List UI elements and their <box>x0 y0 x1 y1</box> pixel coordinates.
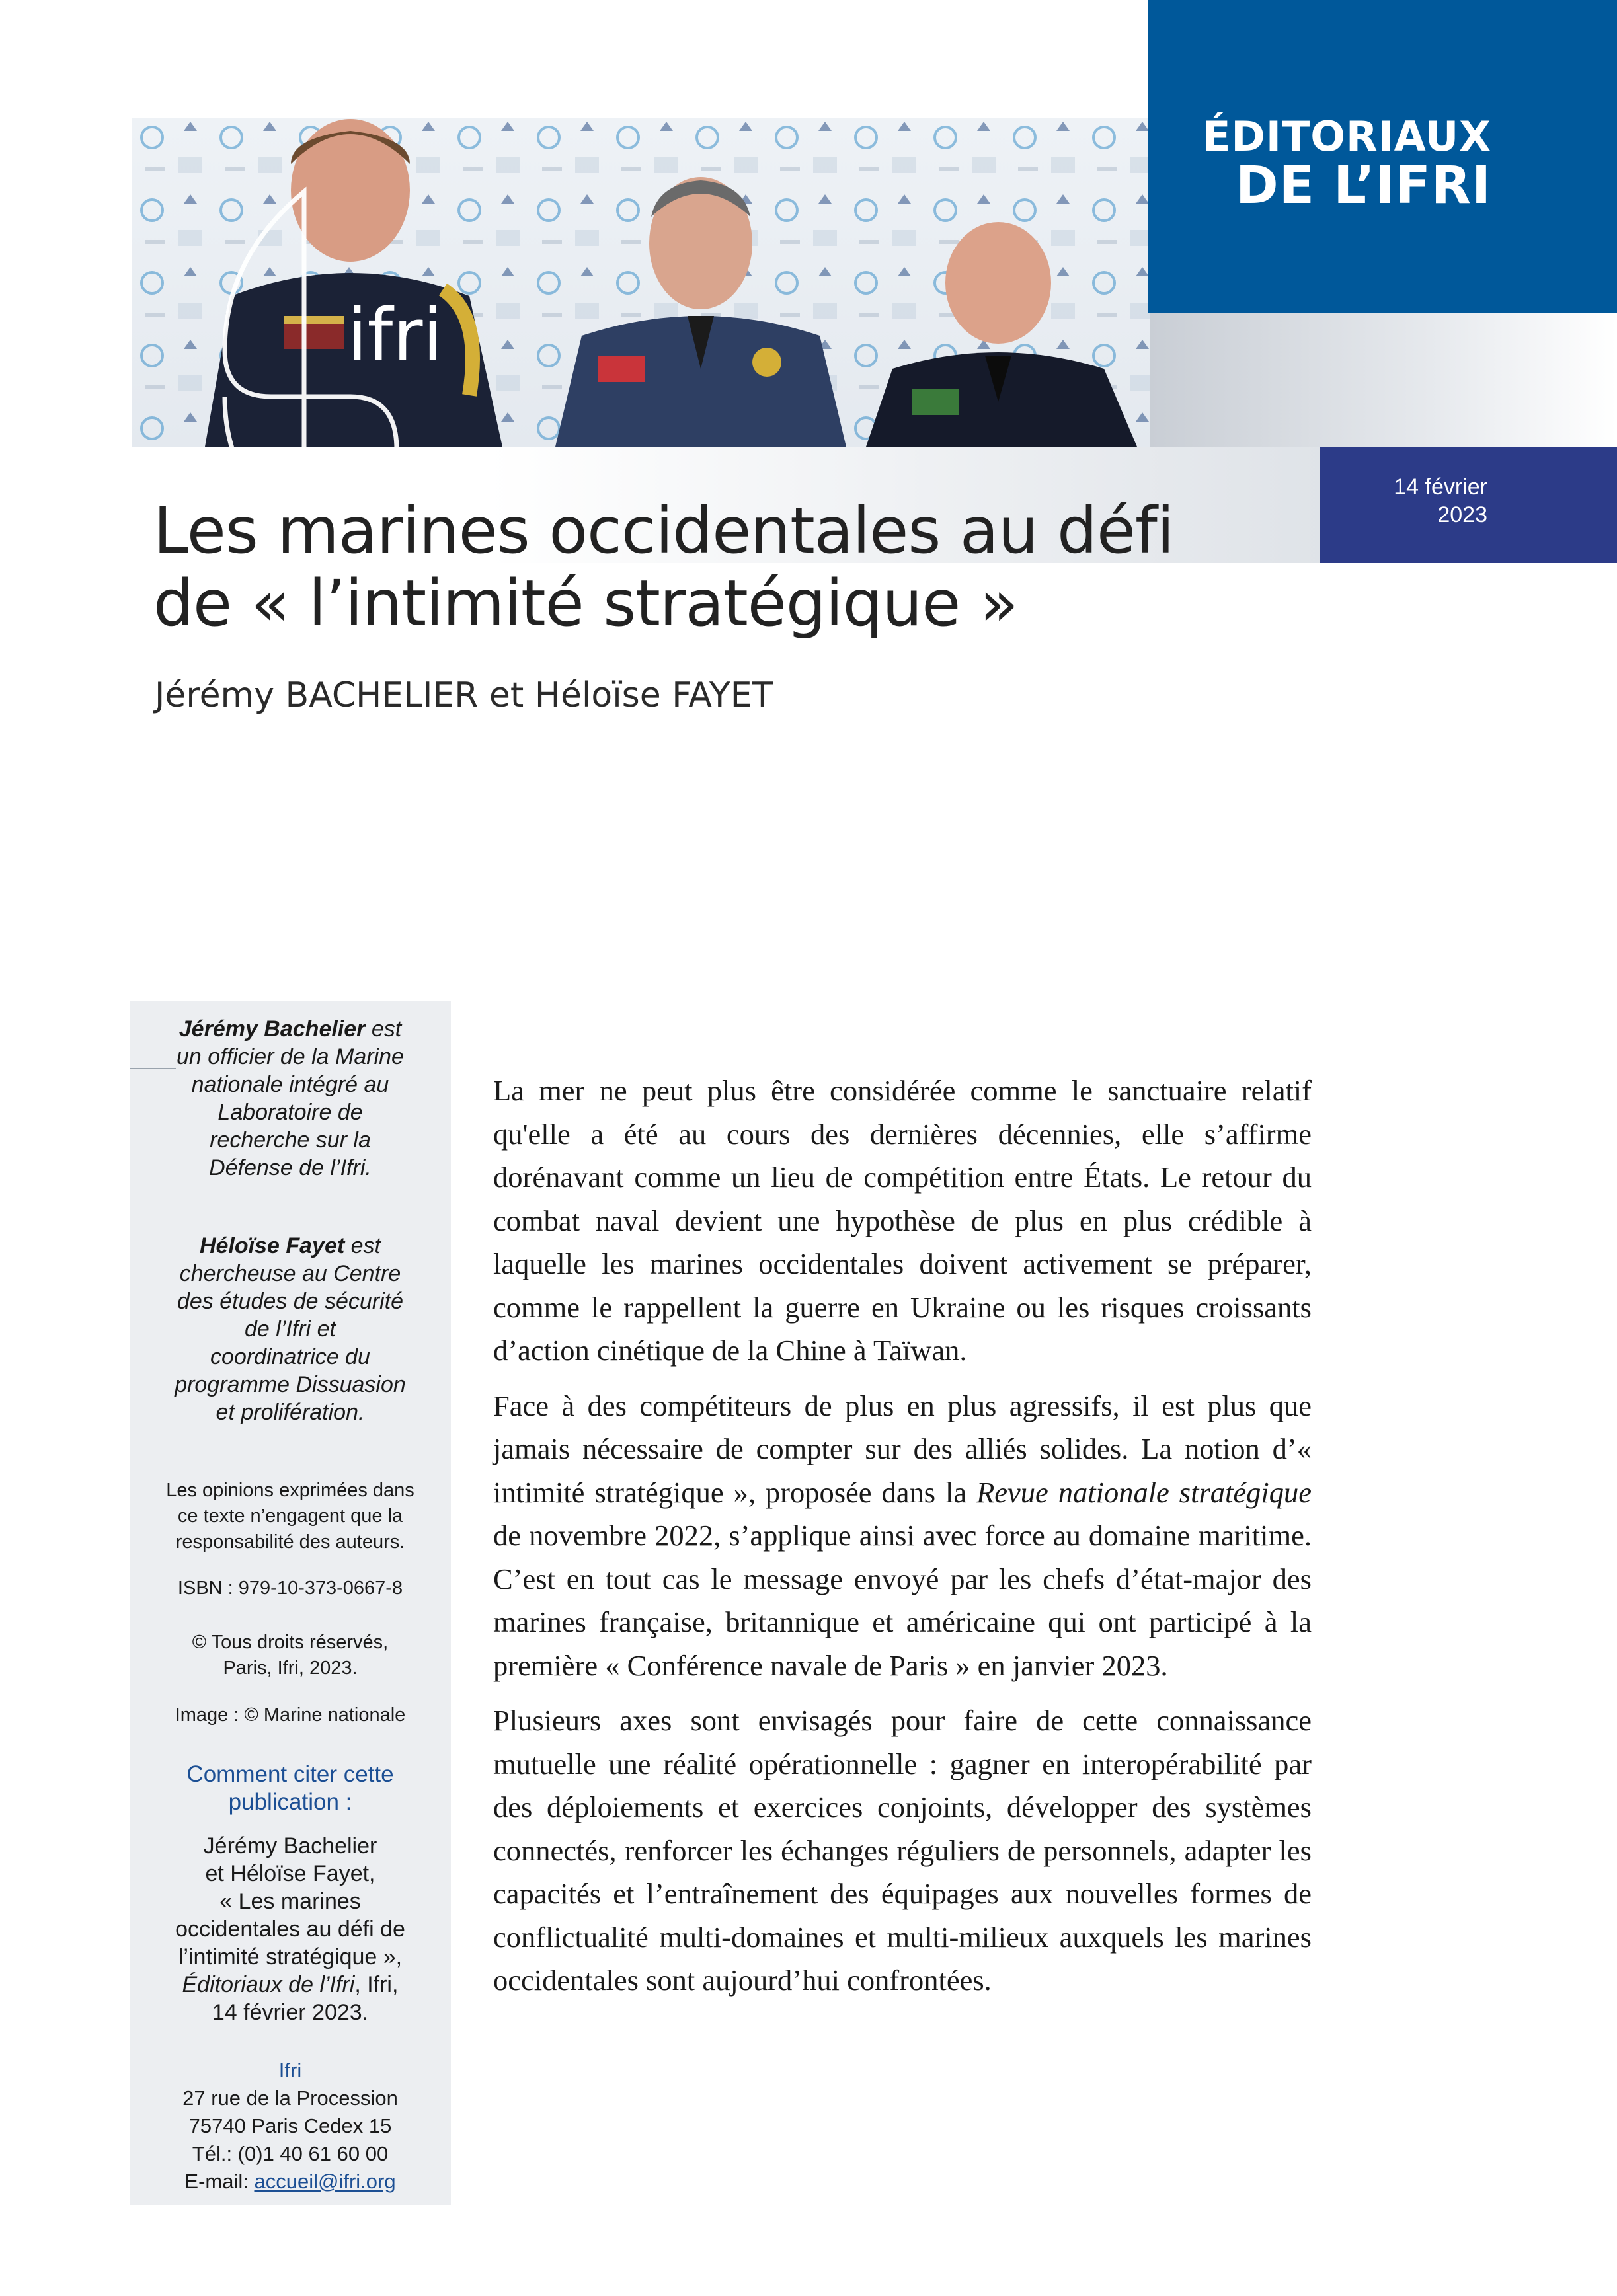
bio-line: des études de sécurité <box>177 1289 404 1314</box>
cite-heading-line: Comment citer cette <box>186 1761 394 1787</box>
bio-line: Défense de l’Ifri. <box>209 1155 372 1180</box>
article-body <box>493 1069 1312 2014</box>
bio-bachelier-name: Jérémy Bachelier <box>178 1016 366 1042</box>
bio-line: de l’Ifri et <box>245 1317 336 1342</box>
address-org: Ifri <box>278 2059 302 2082</box>
citation <box>130 1832 451 2026</box>
citation-line: et Héloïse Fayet, <box>205 1861 375 1886</box>
brand-title-line2: DE L’IFRI <box>1236 156 1491 215</box>
bio-bachelier <box>130 1015 451 1182</box>
cite-heading-line: publication : <box>228 1789 352 1815</box>
bio-line: nationale intégré au <box>191 1072 389 1097</box>
bio-line: programme Dissuasion <box>175 1372 406 1397</box>
ifri-logo-icon <box>198 178 489 549</box>
bio-fayet-name: Héloïse Fayet <box>199 1233 345 1258</box>
brand-title-line1: ÉDITORIAUX <box>1203 112 1491 161</box>
bio-line: coordinatrice du <box>210 1344 370 1369</box>
copyright-line: Paris, Ifri, 2023. <box>223 1658 358 1679</box>
page-title <box>153 494 1277 640</box>
copyright <box>130 1630 451 1681</box>
publication-date-year: 2023 <box>1437 502 1487 527</box>
paragraph-2-part-a: Face à des compétiteurs de plus en plus agressifs, il est plus que jamais nécessaire de compter sur des alliés solides. La notion d’« intimité stratégique », proposée dans la <box>493 1389 1312 1509</box>
bio-bachelier-intro: est <box>365 1016 402 1042</box>
citation-line: Jérémy Bachelier <box>203 1833 377 1858</box>
isbn: ISBN : 979-10-373-0667-8 <box>177 1578 403 1599</box>
citation-publisher: , Ifri, <box>354 1972 399 1997</box>
disclaimer-line: ce texte n’engagent que la <box>177 1506 403 1527</box>
citation-line: « Les marines <box>219 1889 361 1914</box>
header-gray-fade <box>1150 311 1617 449</box>
copyright-line: © Tous droits réservés, <box>192 1632 389 1653</box>
authors: Jérémy BACHELIER et Héloïse FAYET <box>155 675 773 715</box>
paragraph-2 <box>493 1385 1312 1688</box>
address-street: 27 rue de la Procession <box>182 2086 398 2110</box>
email-label: E-mail: <box>184 2170 255 2193</box>
bio-fayet <box>130 1232 451 1426</box>
bio-line: recherche sur la <box>210 1128 371 1153</box>
bio-line: et prolifération. <box>216 1400 365 1425</box>
address-city: 75740 Paris Cedex 15 <box>188 2114 392 2137</box>
paragraph-2-italic: Revue nationale stratégique <box>976 1475 1312 1509</box>
disclaimer-line: Les opinions exprimées dans <box>166 1480 414 1501</box>
citation-line: occidentales au défi de <box>175 1917 405 1942</box>
bio-fayet-intro: est <box>344 1233 381 1258</box>
disclaimer-line: responsabilité des auteurs. <box>175 1531 405 1552</box>
title-line2: de « l’intimité stratégique » <box>153 566 1018 640</box>
bio-line: un officier de la Marine <box>177 1044 404 1069</box>
disclaimer <box>130 1478 451 1555</box>
publication-date-day: 14 février <box>1394 475 1487 500</box>
citation-series: Éditoriaux de l’Ifri <box>182 1972 355 1997</box>
citation-line: 14 février 2023. <box>212 2000 369 2025</box>
cite-heading <box>130 1761 451 1816</box>
bio-line: chercheuse au Centre <box>179 1261 401 1286</box>
address <box>130 2057 451 2196</box>
title-line1: Les marines occidentales au défi <box>153 494 1174 568</box>
paragraph-1: La mer ne peut plus être considérée comme le sanctuaire relatif qu'elle a été au cours des dernières décennies, elle s’affirme dorénavant comme un lieu de compétition entre États. Le retour du combat naval devient une hypothèse de plus en plus crédible à laquelle les marines occidentales doivent activement se préparer, comme le rappellent la guerre en Ukraine ou les risques croissants d’action cinétique de la Chine à Taïwan. <box>493 1074 1312 1367</box>
paragraph-2-part-b: de novembre 2022, s’applique ainsi avec force au domaine maritime. C’est en tout cas le message envoyé par les chefs d’état-major des marines française, britannique et américaine qui ont participé à la première « Conférence navale de Paris » en janvier 2023. <box>493 1519 1312 1682</box>
paragraph-3: Plusieurs axes sont envisagés pour faire de cette connaissance mutuelle une réalité opérationnelle : gagner en interopérabilité par des déploiements et exercices conjoints, développer des systèmes connectés, renforcer les échanges réguliers de personnels, adapter les capacités et l’entraînement des équipages aux nouvelles formes de conflictualité multi-domaines et multi-milieux auxquels les marines occidentales sont aujourd’hui confrontées. <box>493 1704 1312 1997</box>
address-phone: Tél.: (0)1 40 61 60 00 <box>192 2142 389 2165</box>
email-link[interactable]: accueil@ifri.org <box>254 2170 396 2193</box>
citation-line: l’intimité stratégique », <box>178 1944 403 1970</box>
image-credit: Image : © Marine nationale <box>175 1704 406 1726</box>
ifri-logo-text: ifri <box>347 293 444 377</box>
bio-line: Laboratoire de <box>217 1100 363 1125</box>
